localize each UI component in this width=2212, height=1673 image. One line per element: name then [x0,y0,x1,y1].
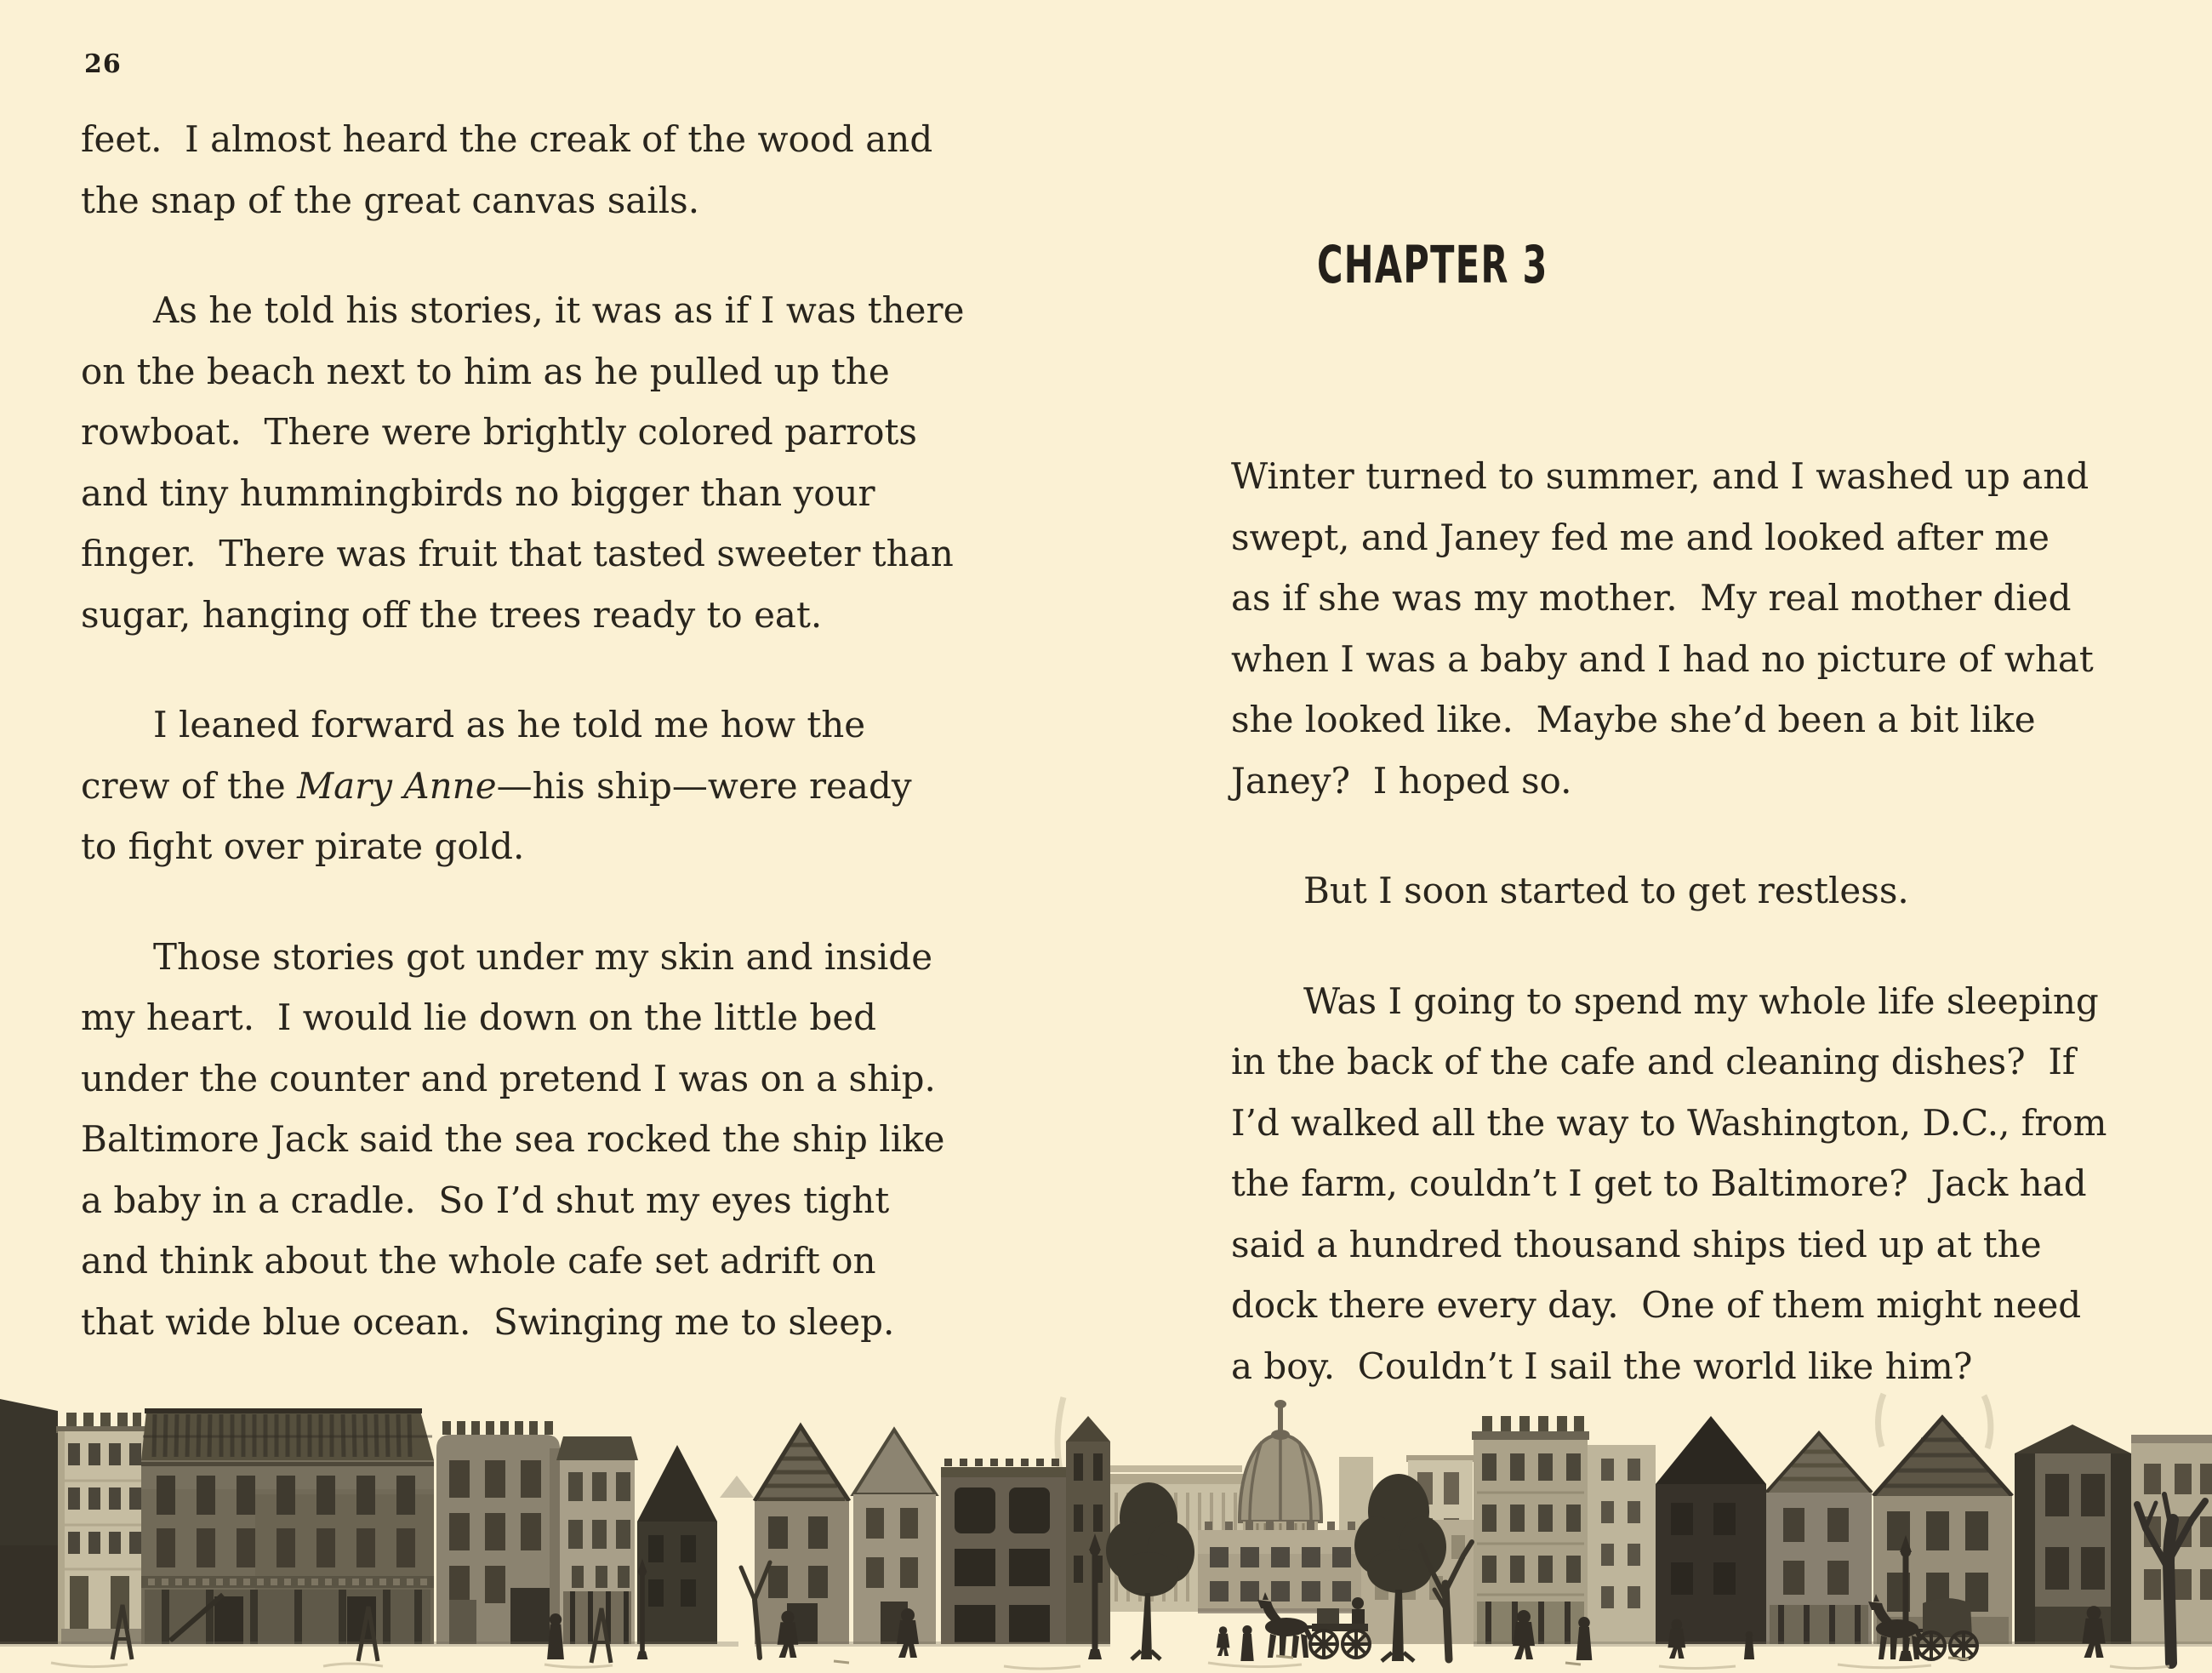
lamppost [1899,1535,1913,1661]
text-line: said a hundred thousand ships tied up at the [1231,1223,2042,1265]
text-line: she looked like. Maybe she’d been a bit like [1231,699,2036,740]
lamppost [1088,1533,1102,1659]
bare-tree [2137,1494,2205,1663]
text-line: that wide blue ocean. Swinging me to sleep. [81,1300,895,1343]
text-line: and tiny hummingbirds no bigger than your [81,471,875,514]
text-line: in the back of the cafe and cleaning dishes? If [1231,1041,2076,1082]
text-line: and think about the whole cafe set adrift on [81,1240,876,1282]
pedestrian [897,1608,919,1658]
tower [1066,1416,1110,1644]
pedestrian [1217,1626,1230,1656]
bare-tree [1421,1542,1472,1659]
building [436,1421,560,1644]
right-page-text [1231,446,2133,1446]
text-line: when I was a baby and I had no picture of what [1231,637,2094,680]
background-building [1406,1455,1474,1566]
left-page-text [81,109,1012,1402]
page-number: 26 [84,49,122,79]
building-dark-gable [637,1445,717,1644]
text-line: swept, and Janey fed me and looked after me [1231,516,2050,558]
text-line: But I soon started to get restless. [1303,870,1909,911]
smoke-wisp [1058,1397,1063,1470]
paragraph [1231,446,2133,811]
building [556,1436,638,1644]
text-line: a baby in a cradle. So I’d shut my eyes tight [81,1179,890,1221]
building [1361,1520,1474,1644]
pedestrian [547,1613,564,1659]
text-line: Winter turned to summer, and I washed up and [1231,455,2089,497]
text-line: my heart. I would lie down on the little bed [81,996,877,1038]
building [1472,1416,1589,1644]
paragraph [81,109,1012,231]
horse-cart [1257,1592,1370,1658]
text-line: feet. I almost heard the creak of the wood and [81,118,933,160]
building [2015,1425,2131,1644]
text-line: on the beach next to him as he pulled up the [81,350,890,392]
text-line: the farm, couldn’t I get to Baltimore? Jack had [1231,1162,2087,1204]
text-line: as if she was my mother. My real mother died [1231,577,2072,619]
paragraph [1231,971,2133,1397]
text-line: Baltimore Jack said the sea rocked the ship like [81,1118,945,1160]
sapling [591,1608,611,1663]
text-line: under the counter and pretend I was on a ship. [81,1057,936,1099]
text-line: the snap of the great canvas sails. [81,179,700,221]
building-gable [1873,1418,2012,1644]
text-line: I leaned forward as he told me how the [153,704,866,745]
background-block [1339,1457,1373,1542]
paragraph [81,927,1012,1353]
text-line: sugar, hanging off the trees ready to eat. [81,593,823,636]
building-gable [1766,1433,1872,1644]
pedestrian [2082,1606,2105,1658]
building-front-of-dome [1198,1522,1365,1613]
pedestrian [1744,1631,1754,1659]
chapter-heading [1317,235,1657,295]
building-dark-gable [1656,1416,1766,1644]
horse-wagon [1868,1594,1977,1659]
text-line: Those stories got under my skin and inside [153,935,933,978]
text-line: dock there every day. One of them might need [1231,1284,2082,1326]
pedestrian [1513,1610,1535,1659]
ground-texture [51,1663,2169,1669]
building-dark-windows [941,1459,1066,1644]
building [0,1399,58,1644]
lamppost [637,1559,648,1659]
pedestrian [1240,1625,1253,1661]
ground-speckles [834,1656,1969,1664]
text-line: crew of the Mary Anne—his ship—were ready [81,764,912,807]
text-line: As he told his stories, it was as if I was there [153,289,965,331]
text-line: rowboat. There were brightly colored parrots [81,411,917,453]
text-line: finger. There was fruit that tasted sweeter than [81,533,954,574]
pedestrian [778,1611,799,1658]
building [1588,1445,1656,1644]
tree [1106,1482,1194,1659]
text-line: a boy. Couldn’t I sail the world like him? [1231,1345,1973,1387]
building [2131,1435,2212,1644]
building-gable [755,1426,849,1644]
building-gable [853,1430,936,1644]
text-line: Was I going to spend my whole life sleeping [1303,979,2099,1022]
bare-branch [741,1562,770,1658]
text-line: I’d walked all the way to Washington, D.C., from [1231,1101,2107,1144]
street-foreground [51,1474,2205,1669]
text-line: to fight over pirate gold. [81,825,525,867]
paragraph [1231,860,2133,922]
sapling [112,1605,132,1659]
pedestrian [1576,1617,1593,1660]
pedestrian [1668,1619,1685,1659]
building [56,1413,146,1644]
text-line: Janey? I hoped so. [1231,759,1572,802]
building-mansard [141,1411,434,1644]
tree [1354,1474,1446,1661]
paragraph [81,280,1012,645]
chapter-heading-label: CHAPTER 3 [1317,235,1548,295]
paragraph [81,694,1012,877]
colonnade-building [1104,1465,1249,1612]
sapling [358,1607,378,1661]
distant-roof [720,1476,754,1498]
